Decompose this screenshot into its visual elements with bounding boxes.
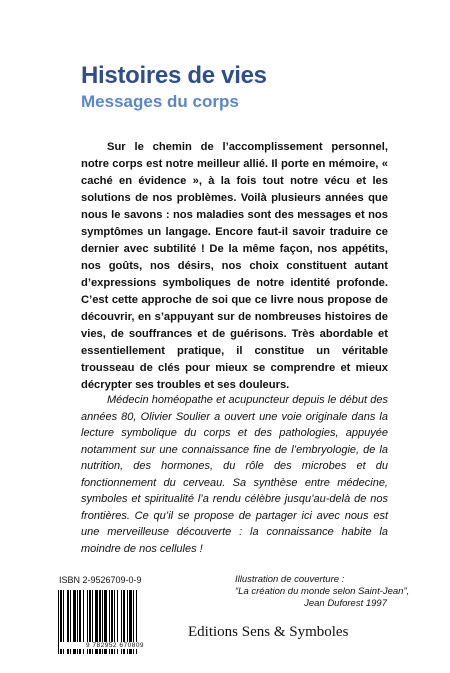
author-biography: Médecin homéopathe et acupuncteur depuis le début des années 80, Olivier Soulier a ouvert une voie originale dans la lecture symbolique du corps et des pathologies, appuyée notamment sur une connaissance fine de l’embryologie, de la nutrition, des hormones, du rôle des microbes et du fonctionnement du cerveau. Sa synthèse entre médecine, symboles et spiritualité l’a rendu célèbre jusqu’au-delà de nos frontières. Ce qu’il se propose de partager ici avec nous est une merveilleuse découverte : la connaissance habite la moindre de nos cellules !	[81, 394, 388, 555]
publisher-name: Editions Sens & Symboles	[188, 624, 349, 640]
book-summary: Sur le chemin de l’accomplissement personnel, notre corps est notre meilleur allié. Il porte en mémoire, « caché en évidence », à la fois tout notre vécu et les solutions de nos problèmes. Voilà plusieurs années que nous le savons : nos maladies sont des messages et nos symptômes un langage. Encore faut-il savoir traduire ce dernier avec subtilité ! De la même façon, nos appétits, nos goûts, nos désirs, nos choix constituent autant d’expressions symboliques de notre identité profonde. C’est cette approche de soi que ce livre nous propose de découvrir, en s’appuyant sur de nombreuses histoires de vies, de souffrances et de guérisons. Très abordable et essentiellement pratique, il constitue un véritable trousseau de clés pour mieux se comprendre et mieux décrypter ses troubles et ses douleurs.	[81, 141, 388, 391]
book-title: Histoires de vies	[81, 62, 267, 89]
barcode-digits: 9 782952 670809	[60, 642, 170, 649]
cover-illustration-credit	[235, 574, 410, 610]
credit-line: Jean Duforest 1997	[304, 598, 387, 609]
isbn: ISBN 2-9526709-0-9	[59, 575, 142, 585]
credit-line: “La création du monde selon Saint-Jean”,	[235, 586, 410, 597]
book-subtitle: Messages du corps	[81, 92, 239, 111]
credit-line: Illustration de couverture :	[235, 574, 345, 585]
